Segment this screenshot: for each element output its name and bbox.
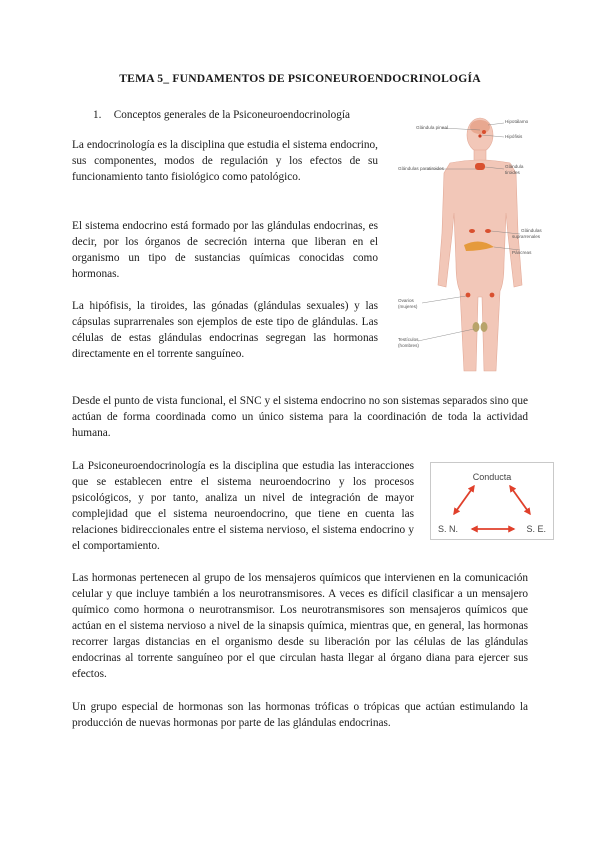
label-testiculos-line2: (hombres) bbox=[398, 343, 419, 348]
paragraph-snc-coordinacion: Desde el punto de vista funcional, el SNC y el sistema endocrino no son sistemas separados sino que actúan de forma coordinada como un único sistema para la coordinación de toda la actividad humana. bbox=[72, 395, 528, 439]
relation-diagram-svg bbox=[430, 462, 554, 540]
behavior-relation-diagram bbox=[430, 462, 554, 540]
label-ovarios-line2: (mujeres) bbox=[398, 304, 418, 309]
label-suprarrenales-line2: suprarrenales bbox=[512, 234, 541, 239]
thyroid-gland bbox=[475, 163, 485, 170]
label-tiroides-line1: Glándula bbox=[505, 164, 524, 169]
document-title: TEMA 5_ FUNDAMENTOS DE PSICONEUROENDOCRINOLOGÍA bbox=[119, 72, 481, 85]
label-ovarios-line1: Ovarios bbox=[398, 298, 414, 303]
section-heading bbox=[93, 109, 350, 121]
label-pancreas: Páncreas bbox=[512, 250, 532, 255]
label-suprarrenales-line1: Glándulas bbox=[521, 228, 542, 233]
paragraph-psiconeuroendocrinologia: La Psiconeuroendocrinología es la disciplina que estudia las interacciones que se establecen entre el sistema neuroendocrino y los procesos psicológicos, y por tanto, analiza un nivel de integración de mayor complejidad que el sistema neuroendocrino, que tiene en cuenta las relaciones bidireccionales entre el sistema nervioso, el sistema endocrino y el comportamiento. bbox=[72, 460, 414, 552]
endocrine-anatomy-svg bbox=[396, 113, 542, 373]
label-tiroides-line2: tiroides bbox=[505, 170, 520, 175]
paragraph-hormonas-mensajeros: Las hormonas pertenecen al grupo de los mensajeros químicos que intervienen en la comunicación celular y que incluye también a los neurotransmisores. A veces es difícil clasificar a un mensajero químico como hormona o neurotransmisor. Los neurotransmisores son mensajeros químicos que actúan en el sistema nervioso a nivel de la sinapsis química, mientras que, en general, las hormonas recorrer largas distancias en el organismo desde su liberación por las células de las glándulas endocrinas al torrente sanguíneo por el que circulan hasta llegar al órgano diana para ejercer sus efectos. bbox=[72, 572, 528, 680]
diagram-conducta: Conducta bbox=[472, 472, 512, 482]
label-glandula-pineal: Glándula pineal bbox=[416, 125, 448, 130]
testes bbox=[473, 322, 488, 332]
label-testiculos-line1: Testículos bbox=[398, 337, 419, 342]
paragraph-endocrinologia: La endocrinología es la disciplina que estudia el sistema endocrino, sus componentes, modos de regulación y los efectos de su funcionamiento tanto fisiológico como patológico. bbox=[72, 139, 378, 183]
diagram-sistema-nervioso: S. N. bbox=[438, 524, 459, 534]
label-hipofisis: Hipófisis bbox=[505, 134, 523, 139]
paragraph-sistema-endocrino: El sistema endocrino está formado por las glándulas endocrinas, es decir, por los órganos de secreción interna que liberan en el organismo un tipo de sustancias químicas conocidas como hormonas. bbox=[72, 220, 378, 280]
paragraph-glandulas-ejemplos: La hipófisis, la tiroides, las gónadas (glándulas sexuales) y las cápsulas suprarrenales son ejemplos de este tipo de glándulas. Las células de estas glándulas endocrinas segregan las hormonas directamente en el torrente sanguíneo. bbox=[72, 300, 378, 360]
diagram-sistema-endocrino: S. E. bbox=[526, 524, 546, 534]
paragraph-hormonas-troficas: Un grupo especial de hormonas son las hormonas tróficas o trópicas que actúan estimulando la producción de nuevas hormonas por parte de las glándulas endocrinas. bbox=[72, 701, 528, 729]
section-number: 1. bbox=[93, 109, 102, 121]
section-heading-text: Conceptos generales de la Psiconeuroendocrinología bbox=[113, 109, 350, 121]
endocrine-anatomy-figure bbox=[396, 113, 542, 373]
label-paratiroides: Glándulas paratiroides bbox=[398, 166, 444, 171]
label-hipotalamo: Hipotálamo bbox=[505, 119, 529, 124]
